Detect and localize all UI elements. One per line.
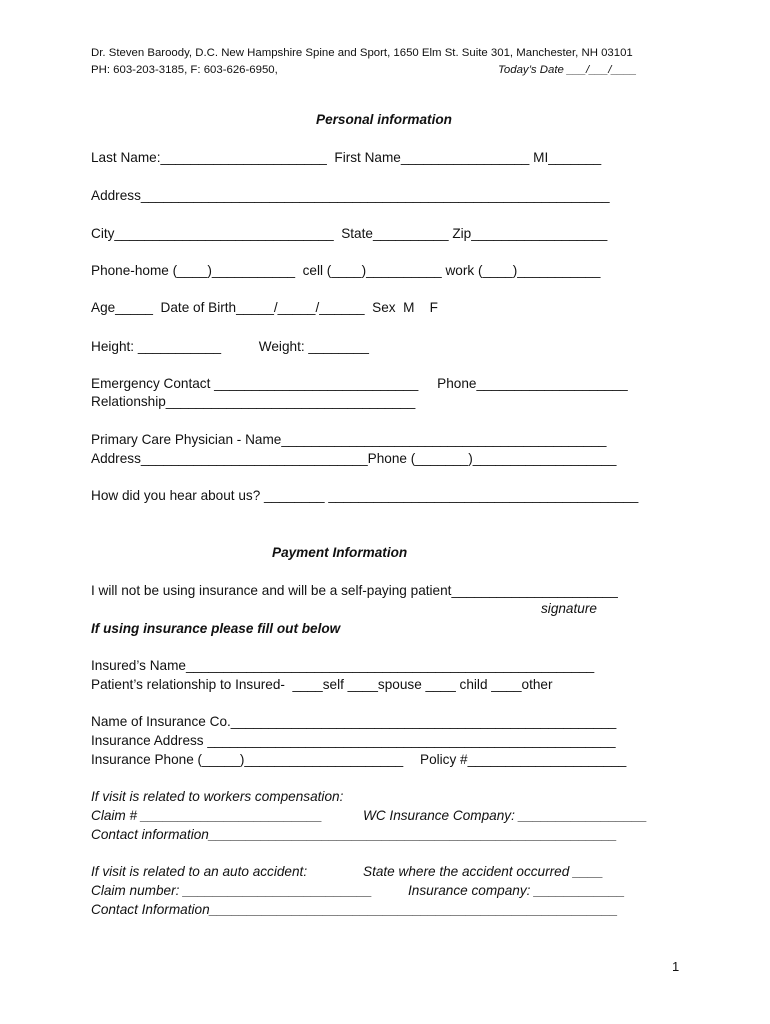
emergency-contact-line[interactable]: Emergency Contact ___________________________ Phone____________________	[91, 376, 628, 391]
pcp-name-line[interactable]: Primary Care Physician - Name___________________________________________	[91, 432, 607, 447]
personal-info-heading: Personal information	[316, 112, 452, 127]
clinic-header-line: Dr. Steven Baroody, D.C. New Hampshire Spine and Sport, 1650 Elm St. Suite 301, Manchester, NH 03101	[91, 47, 633, 59]
self-pay-signature-line[interactable]: I will not be using insurance and will be a self-paying patient______________________	[91, 583, 618, 598]
wc-insurance-company-field[interactable]: WC Insurance Company: _________________	[363, 808, 648, 823]
insurance-subheading: If using insurance please fill out below	[91, 621, 341, 636]
phone-fields-line[interactable]: Phone-home (____)___________ cell (____)__________ work (____)___________	[91, 263, 601, 278]
signature-label: signature	[541, 601, 597, 616]
pcp-address-phone-line[interactable]: Address______________________________Phone (_______)___________________	[91, 451, 617, 466]
accident-state-field[interactable]: State where the accident occurred ____	[363, 864, 604, 879]
address-field-line[interactable]: Address______________________________________________________________	[91, 188, 610, 203]
referral-source-line[interactable]: How did you hear about us? ________ _________________________________________	[91, 488, 639, 503]
wc-contact-info-line[interactable]: Contact information______________________________________________________	[91, 827, 618, 842]
workers-comp-heading: If visit is related to workers compensation:	[91, 789, 344, 804]
clinic-phone-fax: PH: 603-203-3185, F: 603-626-6950,	[91, 64, 278, 76]
city-state-zip-line[interactable]: City_____________________________ State__________ Zip__________________	[91, 226, 608, 241]
insurance-phone-field[interactable]: Insurance Phone (_____)_____________________	[91, 752, 404, 767]
name-fields-line[interactable]: Last Name:______________________ First Name_________________ MI_______	[91, 150, 602, 165]
age-dob-sex-line[interactable]: Age_____ Date of Birth_____/_____/______ Sex M F	[91, 300, 438, 315]
auto-insurance-company-field[interactable]: Insurance company: ____________	[408, 883, 625, 898]
policy-number-field[interactable]: Policy #_____________________	[420, 752, 627, 767]
insured-relationship-line[interactable]: Patient’s relationship to Insured- ____self ____spouse ____ child ____other	[91, 677, 553, 692]
page-number: 1	[672, 959, 680, 974]
insured-name-line[interactable]: Insured’s Name______________________________________________________	[91, 658, 595, 673]
wc-claim-number-field[interactable]: Claim # ________________________	[91, 808, 323, 823]
emergency-relationship-line[interactable]: Relationship_________________________________	[91, 394, 416, 409]
payment-info-heading: Payment Information	[272, 545, 408, 560]
insurance-address-line[interactable]: Insurance Address ______________________________________________________	[91, 733, 616, 748]
insurance-company-line[interactable]: Name of Insurance Co.___________________________________________________	[91, 714, 617, 729]
todays-date-field[interactable]: Today’s Date ___/___/____	[498, 64, 637, 76]
height-weight-line[interactable]: Height: ___________ Weight: ________	[91, 339, 369, 354]
auto-contact-info-line[interactable]: Contact Information______________________________________________________	[91, 902, 618, 917]
auto-claim-number-field[interactable]: Claim number: _________________________	[91, 883, 373, 898]
auto-accident-heading: If visit is related to an auto accident:	[91, 864, 308, 879]
